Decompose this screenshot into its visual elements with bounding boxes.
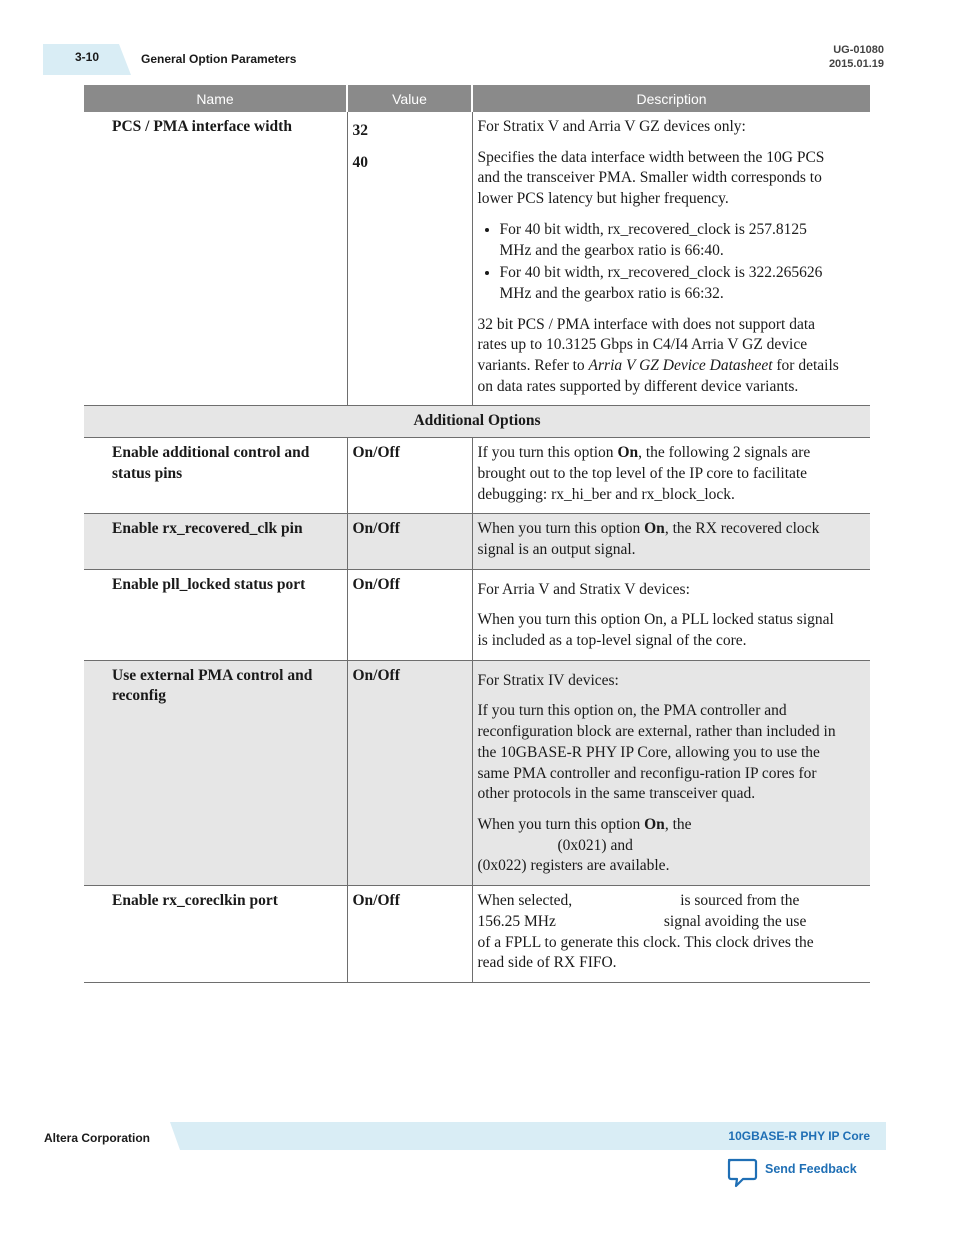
param-name: Use external PMA control and reconfig	[84, 660, 347, 885]
param-value: On/Off	[347, 438, 472, 514]
document-id	[829, 43, 884, 71]
product-link[interactable]: 10GBASE-R PHY IP Core	[728, 1129, 870, 1143]
list-item: • For 40 bit width, rx_recovered_clock is 257.8125 MHz and the gearbox ratio is 66:40.	[500, 220, 841, 261]
feedback-icon	[726, 1157, 760, 1189]
column-header-value: Value	[347, 85, 472, 112]
description-paragraph: 32 bit PCS / PMA interface with does not support data rates up to 10.3125 Gbps in C4/I4 Arria V GZ device variants. Refer to Arria V GZ Device Datasheet for details on data rates supported by different device variants.	[477, 315, 839, 395]
description-paragraph: If you turn this option on, the PMA controller and reconfiguration block are external, rather than included in the 10GBASE-R PHY IP Core, allowing you to use the same PMA controller and reconfigu-ration IP cores for other protocols in the same transceiver quad.	[477, 702, 836, 803]
param-name: Enable rx_coreclkin port	[84, 886, 347, 983]
param-description	[472, 660, 870, 885]
description-paragraph: When you turn this option On, a PLL locked status signal is included as a top-level signal of the core.	[477, 611, 834, 650]
param-name: Enable pll_locked status port	[84, 569, 347, 660]
page-number: 3-10	[74, 50, 100, 64]
param-description	[472, 112, 870, 406]
param-value: On/Off	[347, 514, 472, 569]
section-heading: Additional Options	[84, 406, 870, 438]
description-paragraph: For Arria V and Stratix V devices:	[477, 580, 690, 598]
table-row	[84, 438, 870, 514]
column-header-description: Description	[472, 85, 870, 112]
table-header-row	[84, 85, 870, 112]
table-row	[84, 112, 870, 406]
param-value: 40	[352, 153, 368, 171]
param-name: Enable additional control and status pins	[84, 438, 347, 514]
param-value: On/Off	[347, 886, 472, 983]
doc-date: 2015.01.19	[828, 58, 884, 70]
table-row	[84, 886, 870, 983]
description-list	[478, 220, 841, 305]
param-value: 32	[352, 122, 368, 139]
param-values	[347, 112, 472, 406]
datasheet-reference: Arria V GZ Device Datasheet	[588, 357, 773, 375]
description-paragraph: For Stratix V and Arria V GZ devices only:	[477, 118, 746, 135]
description-paragraph: When you turn this option On, the (0x021) and (0x022) registers are available.	[477, 815, 692, 875]
send-feedback-label[interactable]: Send Feedback	[765, 1162, 857, 1176]
list-item: • For 40 bit width, rx_recovered_clock is 322.265626 MHz and the gearbox ratio is 66:32.	[500, 263, 841, 304]
description-paragraph: For Stratix IV devices:	[477, 671, 619, 689]
section-title: General Option Parameters	[141, 52, 297, 66]
table-row	[84, 569, 870, 660]
table-row	[84, 660, 870, 885]
param-description: If you turn this option On, the following 2 signals are brought out to the top level of the IP core to facilitate debugging: rx_hi_ber and rx_block_lock.	[472, 438, 870, 514]
param-description	[472, 569, 870, 660]
table-row	[84, 514, 870, 569]
param-name: PCS / PMA interface width	[84, 112, 347, 406]
company-name: Altera Corporation	[44, 1131, 151, 1145]
param-description: When selected, is sourced from the 156.25 MHz signal avoiding the use of a FPLL to generate this clock. This clock drives the read side of RX FIFO.	[472, 886, 870, 983]
column-header-name: Name	[84, 85, 347, 112]
general-options-table	[84, 85, 870, 983]
param-name: Enable rx_recovered_clk pin	[84, 514, 347, 569]
param-value: On/Off	[347, 569, 472, 660]
param-description: When you turn this option On, the RX recovered clock signal is an output signal.	[472, 514, 870, 569]
section-row	[84, 406, 870, 438]
description-paragraph: Specifies the data interface width between the 10G PCS and the transceiver PMA. Smaller width corresponds to lower PCS latency but higher frequency.	[477, 148, 825, 208]
param-value: On/Off	[347, 660, 472, 885]
doc-number: UG-01080	[833, 44, 884, 56]
